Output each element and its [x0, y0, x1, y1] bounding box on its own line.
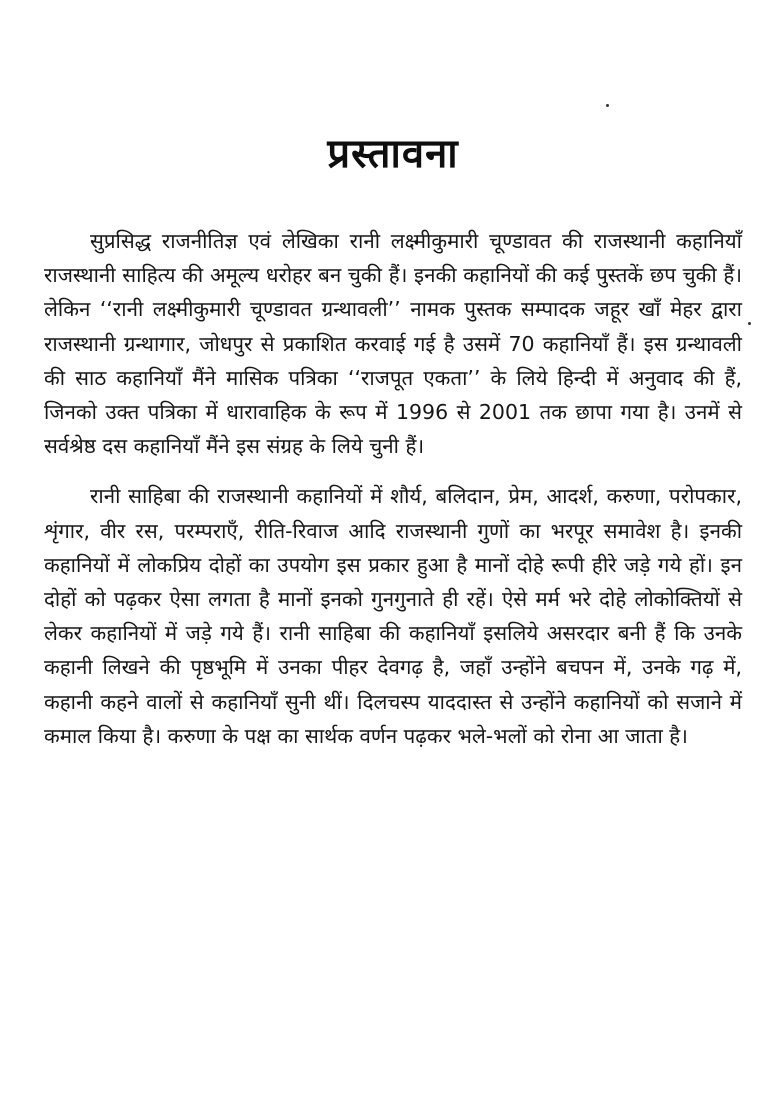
page-title: प्रस्तावना: [327, 131, 459, 177]
paragraph-1: सुप्रसिद्ध राजनीतिज्ञ एवं लेखिका रानी लक्ष्मीकुमारी चूण्डावत की राजस्थानी कहानियाँ राजस्थानी साहित्य की अमूल्य धरोहर बन चुकी हैं। इनकी कहानियों की कई पुस्तकें छप चुकी हैं। लेकिन ‘‘रानी लक्ष्मीकुमारी चूण्डावत ग्रन्थावली’’ नामक पुस्तक सम्पादक जहूर खाँ मेहर द्वारा राजस्थानी ग्रन्थागार, जोधपुर से प्रकाशित करवाई गई है उसमें 70 कहानियाँ हैं। इस ग्रन्थावली की साठ कहानियाँ मैंने मासिक पत्रिका ‘‘राजपूत एकता’’ के लिये हिन्दी में अनुवाद की हैं, जिनको उक्त पत्रिका में धारावाहिक के रूप में 1996 से 2001 तक छापा गया है। उनमें से सर्वश्रेष्ठ दस कहानियाँ मैंने इस संग्रह के लिये चुनी हैं।: [44, 229, 742, 459]
paragraph-2: रानी साहिबा की राजस्थानी कहानियों में शौर्य, बलिदान, प्रेम, आदर्श, करुणा, परोपकार, शृंगार, वीर रस, परम्पराएँ, रीति-रिवाज आदि राजस्थानी गुणों का भरपूर समावेश है। इनकी कहानियों में लोकप्रिय दोहों का उपयोग इस प्रकार हुआ है मानों दोहे रूपी हीरे जड़े गये हों। इन दोहों को पढ़कर ऐसा लगता है मानों इनको गुनगुनाते ही रहें। ऐसे मर्म भरे दोहे लोकोक्तियों से लेकर कहानियों में जड़े गये हैं। रानी साहिबा की कहानियाँ इसलिये असरदार बनी हैं कि उनके कहानी लिखने की पृष्ठभूमि में उनका पीहर देवगढ़ है, जहाँ उन्होंने बचपन में, उनके गढ़ में, कहानी कहने वालों से कहानियाँ सुनी थीं। दिलचस्प याददास्त से उन्होंने कहानियों को सजाने में कमाल किया है। करुणा के पक्ष का सार्थक वर्णन पढ़कर भले-भलों को रोना आ जाता है।: [44, 484, 742, 748]
scan-speck: [748, 322, 751, 325]
scan-speck: [606, 104, 609, 107]
